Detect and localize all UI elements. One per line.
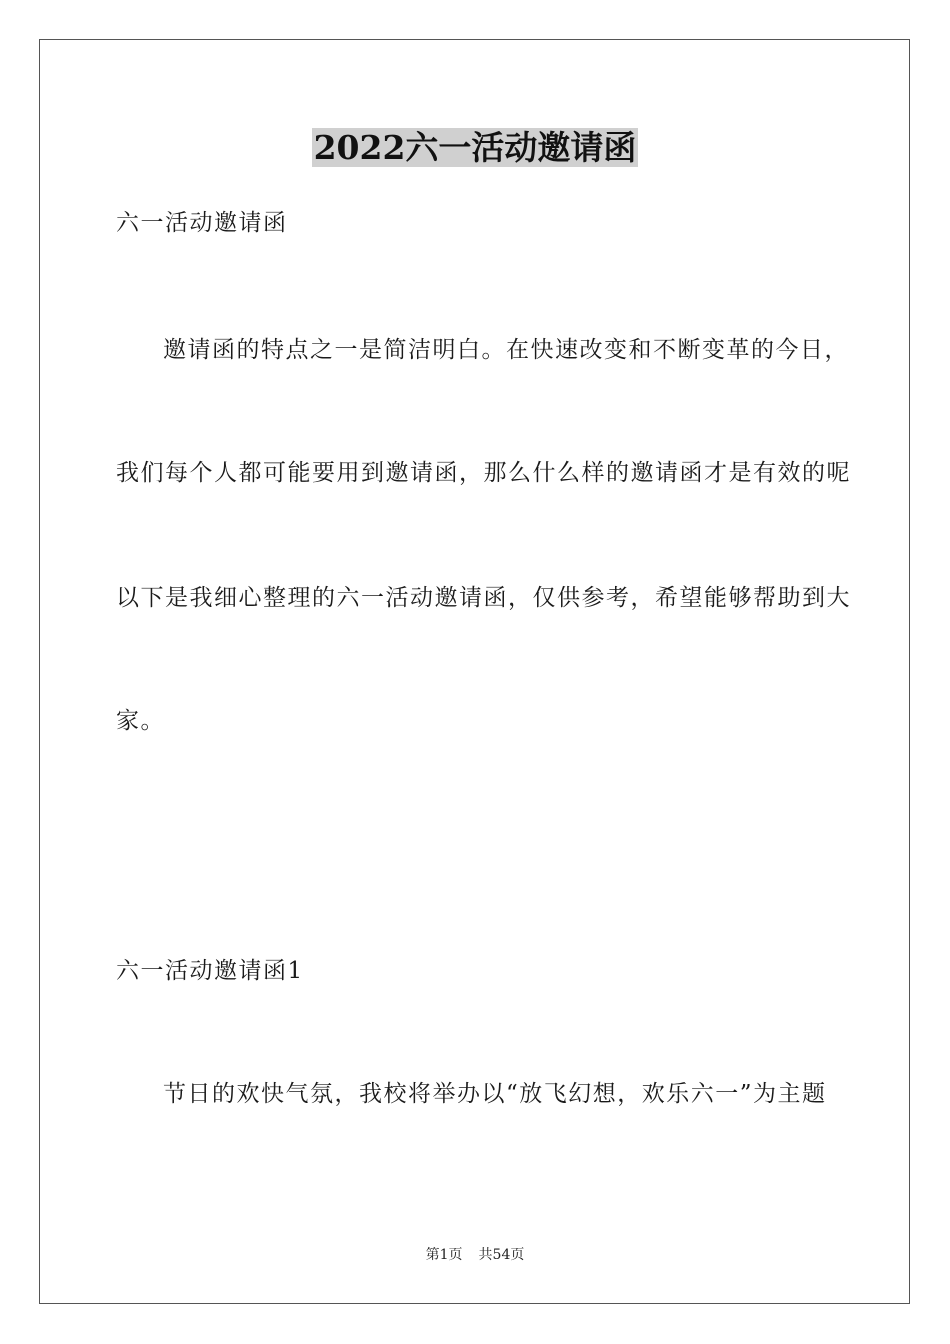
paragraph-line: 邀请函的特点之一是简洁明白。在快速改变和不断变革的今日， [163, 337, 849, 363]
page-number-total: 共54页 [478, 1247, 525, 1263]
document-title [0, 126, 950, 170]
page-number-current: 第1页 [425, 1247, 463, 1263]
paragraph-line: 家。 [116, 708, 165, 734]
document-title-text: 2022六一活动邀请函 [313, 128, 637, 167]
section-heading: 六一活动邀请函 [116, 210, 288, 236]
section-heading: 六一活动邀请函1 [116, 958, 304, 984]
paragraph-line: 我们每个人都可能要用到邀请函，那么什么样的邀请函才是有效的呢 [116, 460, 851, 486]
page-footer [0, 1246, 950, 1264]
paragraph-line: 以下是我细心整理的六一活动邀请函，仅供参考，希望能够帮助到大 [116, 585, 851, 611]
paragraph-line: 节日的欢快气氛，我校将举办以“放飞幻想，欢乐六一”为主题 [163, 1081, 827, 1107]
